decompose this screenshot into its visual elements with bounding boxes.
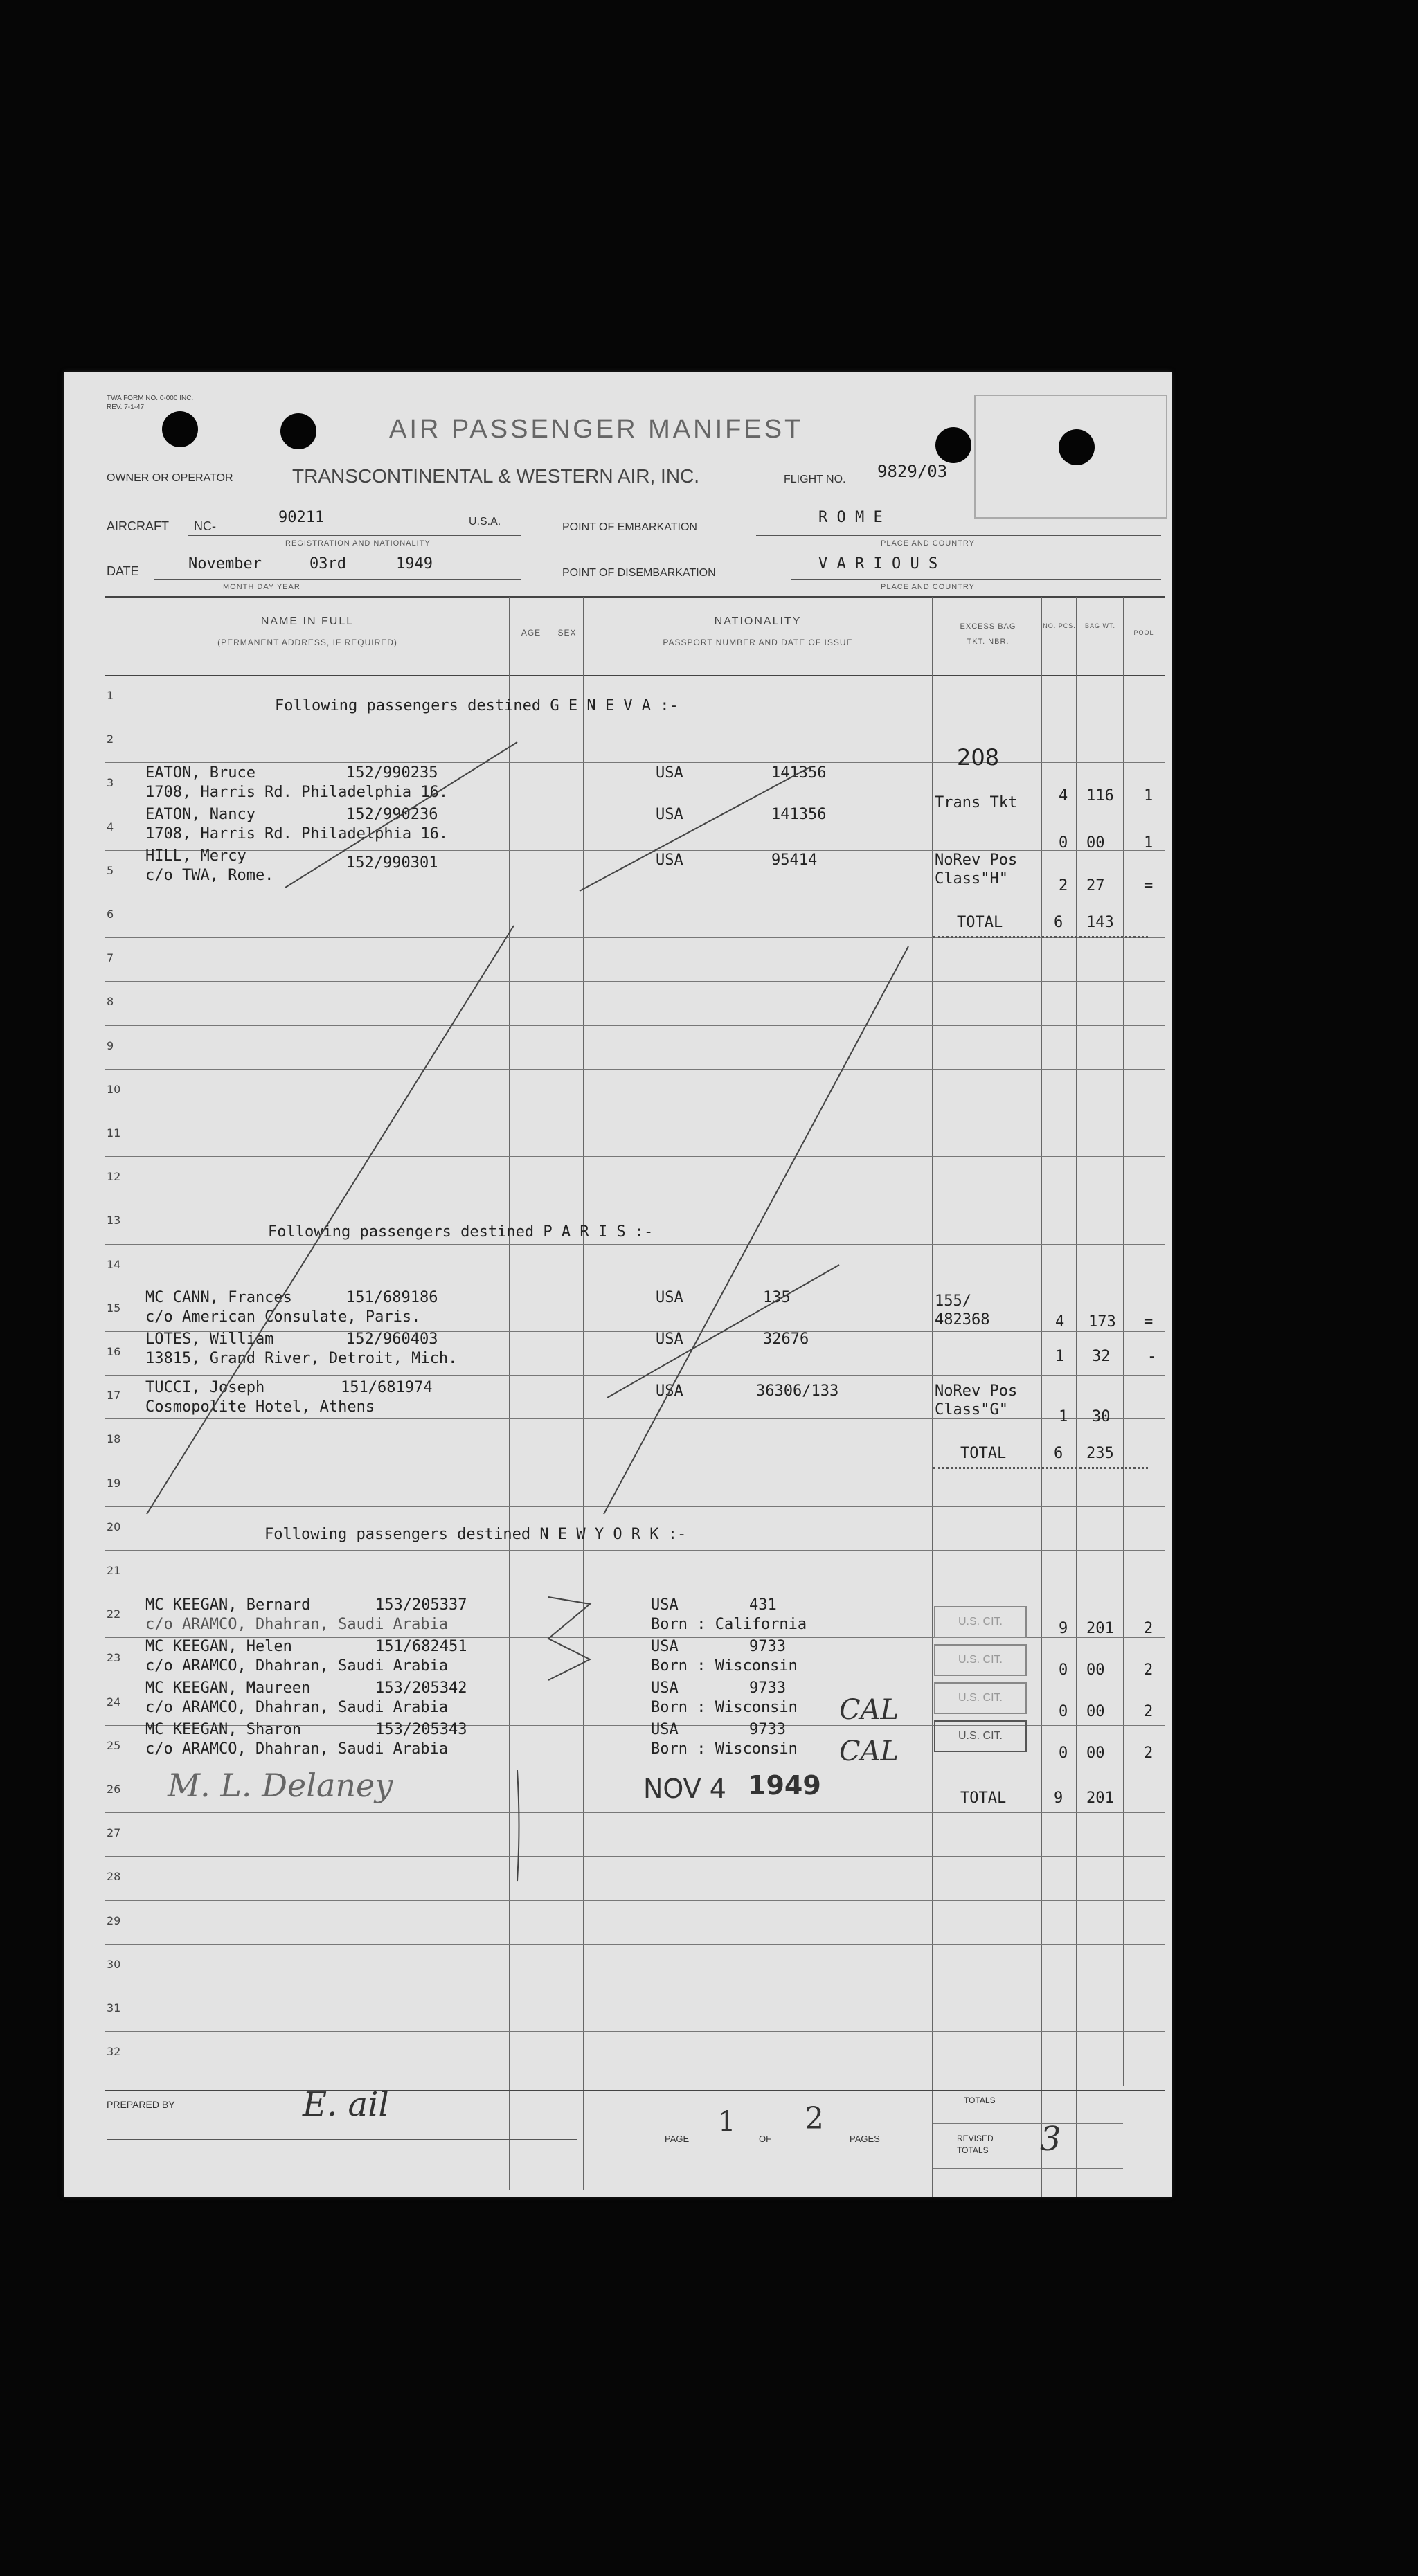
date-year: 1949 [396, 555, 433, 573]
bag-pcs: 9 [1059, 1620, 1068, 1637]
bag-wt: 173 [1088, 1313, 1116, 1331]
prepared-label: PREPARED BY [107, 2099, 175, 2110]
of-label: OF [759, 2134, 772, 2144]
total-pcs: 6 [1054, 914, 1064, 931]
prepared-signature: E. ail [303, 2085, 389, 2124]
passenger-passport: 9733 [749, 1638, 786, 1655]
norev-label: NoRev Pos [935, 852, 1018, 869]
bag-wt: 00 [1086, 1661, 1105, 1679]
col-name-sub: (PERMANENT ADDRESS, IF REQUIRED) [217, 638, 397, 647]
passenger-name: LOTES, William [145, 1331, 274, 1348]
bag-pool: 2 [1144, 1745, 1154, 1762]
date-month: November [188, 555, 262, 573]
passenger-address: c/o ARAMCO, Dhahran, Saudi Arabia [145, 1616, 449, 1633]
strike-line [604, 946, 908, 1514]
row-number: 15 [107, 1301, 121, 1315]
disembark-label: POINT OF DISEMBARKATION [562, 567, 716, 579]
row-number: 1 [107, 689, 114, 702]
passenger-name: MC KEEGAN, Maureen [145, 1679, 311, 1697]
manifest-sheet [64, 372, 1172, 2197]
passenger-ticket: 151/689186 [346, 1289, 438, 1306]
passenger-nationality: USA [651, 1638, 679, 1655]
row-number: 27 [107, 1826, 121, 1839]
col-sex-header: SEX [557, 628, 577, 638]
passenger-passport: 141356 [771, 806, 827, 823]
norev-label: NoRev Pos [935, 1382, 1018, 1400]
bag-pcs: 1 [1055, 1348, 1065, 1365]
geneva-bag-number: 208 [957, 744, 1000, 771]
excess-ticket: 482368 [935, 1311, 990, 1328]
us-citizen-stamp: U.S. CIT. [934, 1720, 1027, 1752]
us-citizen-stamp: U.S. CIT. [934, 1606, 1027, 1638]
trans-ticket: Trans Tkt [935, 794, 1018, 811]
row-number: 2 [107, 732, 114, 746]
passenger-ticket: 151/682451 [375, 1638, 467, 1655]
passenger-nationality: USA [651, 1721, 679, 1738]
passenger-name: MC KEEGAN, Sharon [145, 1721, 302, 1738]
section-paris: Following passengers destined P A R I S :- [268, 1223, 654, 1241]
flight-label: FLIGHT NO. [784, 474, 846, 485]
bag-pcs: 2 [1059, 877, 1068, 894]
row-number: 23 [107, 1651, 121, 1664]
total-label: TOTAL [960, 1445, 1007, 1462]
total-wt: 235 [1086, 1445, 1114, 1462]
passenger-address: c/o ARAMCO, Dhahran, Saudi Arabia [145, 1699, 449, 1716]
page-label: PAGE [665, 2134, 690, 2144]
bag-wt: 30 [1092, 1408, 1111, 1425]
passenger-name: HILL, Mercy [145, 847, 246, 865]
passenger-name: EATON, Nancy [145, 806, 255, 823]
passenger-address: c/o American Consulate, Paris. [145, 1308, 421, 1326]
row-number: 25 [107, 1739, 121, 1752]
passenger-passport: 9733 [749, 1721, 786, 1738]
total-label: TOTAL [957, 914, 1003, 931]
bracket-mark [517, 1770, 519, 1881]
passenger-name: TUCCI, Joseph [145, 1379, 265, 1396]
revised-number: 3 [1040, 2120, 1061, 2159]
total-pages: 2 [805, 2101, 824, 2136]
passenger-name: MC CANN, Frances [145, 1289, 292, 1306]
totals-label: TOTALS [964, 2096, 996, 2105]
passenger-passport: 95414 [771, 852, 818, 869]
col-wt-header: BAG WT. [1084, 622, 1115, 629]
embark-sub: PLACE AND COUNTRY [881, 539, 975, 548]
row-number: 10 [107, 1083, 121, 1096]
excess-ticket: 155/ [935, 1292, 971, 1310]
revised-totals-label: TOTALS [957, 2145, 989, 2155]
passenger-birthplace: Born : Wisconsin [651, 1740, 798, 1758]
row-number: 9 [107, 1039, 114, 1052]
passenger-ticket: 153/205342 [375, 1679, 467, 1697]
row-number: 32 [107, 2045, 121, 2058]
col-excess-header: EXCESS BAG [960, 622, 1016, 631]
col-excess-sub: TKT. NBR. [967, 638, 1009, 646]
aircraft-number: 90211 [278, 509, 325, 526]
us-citizen-stamp: U.S. CIT. [934, 1644, 1027, 1676]
strike-line [147, 926, 514, 1514]
pencil-strikes [64, 372, 1172, 2197]
passenger-ticket: 153/205337 [375, 1596, 467, 1614]
class-label: Class"H" [935, 870, 1008, 888]
passenger-birthplace: Born : Wisconsin [651, 1657, 798, 1675]
aircraft-country: U.S.A. [469, 516, 501, 528]
row-number: 18 [107, 1432, 121, 1445]
row-number: 21 [107, 1564, 121, 1577]
passenger-passport: 431 [749, 1596, 777, 1614]
date-sub: MONTH DAY YEAR [223, 583, 300, 591]
total-pcs: 9 [1054, 1790, 1064, 1807]
embark-value: R O M E [818, 509, 883, 526]
passenger-nationality: USA [656, 852, 683, 869]
bag-pcs: 0 [1059, 1703, 1068, 1720]
row-number: 13 [107, 1214, 121, 1227]
disembark-value: V A R I O U S [818, 555, 938, 573]
row-number: 24 [107, 1695, 121, 1709]
row-number: 11 [107, 1126, 121, 1140]
bag-pcs: 0 [1059, 1745, 1068, 1762]
col-pcs-header: NO. PCS. [1043, 622, 1076, 629]
passenger-ticket: 152/990236 [346, 806, 438, 823]
received-stamp-year: 1949 [748, 1770, 821, 1801]
passenger-nationality: USA [656, 806, 683, 823]
row-number: 29 [107, 1914, 121, 1927]
passenger-address: 13815, Grand River, Detroit, Mich. [145, 1350, 458, 1367]
aircraft-label: AIRCRAFT [107, 519, 169, 533]
row-number: 22 [107, 1607, 121, 1621]
bag-wt: 27 [1086, 877, 1105, 894]
col-age-header: AGE [521, 628, 541, 638]
strike-line [607, 1265, 839, 1398]
date-day: 03rd [309, 555, 346, 573]
passenger-passport: 9733 [749, 1679, 786, 1697]
revised-label: REVISED [957, 2134, 994, 2143]
passenger-name: EATON, Bruce [145, 764, 255, 782]
handwritten-cal: CAL [839, 1694, 899, 1726]
pages-label: PAGES [850, 2134, 880, 2144]
bag-pool: = [1144, 1313, 1154, 1331]
us-citizen-stamp: U.S. CIT. [934, 1682, 1027, 1714]
passenger-nationality: USA [656, 1331, 683, 1348]
embark-label: POINT OF EMBARKATION [562, 521, 697, 533]
bag-wt: 00 [1086, 1703, 1105, 1720]
row-number: 6 [107, 908, 114, 921]
bag-pool: - [1147, 1348, 1157, 1365]
passenger-address: c/o TWA, Rome. [145, 867, 274, 884]
passenger-passport: 141356 [771, 764, 827, 782]
class-label: Class"G" [935, 1401, 1008, 1418]
bag-pool: = [1144, 877, 1154, 894]
row-number: 20 [107, 1520, 121, 1533]
bag-pool: 2 [1144, 1703, 1154, 1720]
row-number: 17 [107, 1389, 121, 1402]
row-number: 12 [107, 1170, 121, 1183]
section-newyork: Following passengers destined N E W Y O R K :- [264, 1526, 687, 1543]
bag-pool: 1 [1144, 787, 1154, 804]
bag-pool: 2 [1144, 1620, 1154, 1637]
bag-pool: 2 [1144, 1661, 1154, 1679]
passenger-address: Cosmopolite Hotel, Athens [145, 1398, 375, 1416]
owner-value: TRANSCONTINENTAL & WESTERN AIR, INC. [292, 465, 700, 487]
passenger-nationality: USA [656, 1289, 683, 1306]
passenger-name: MC KEEGAN, Bernard [145, 1596, 311, 1614]
bag-pool: 1 [1144, 834, 1154, 852]
bag-pcs: 0 [1059, 834, 1068, 852]
passenger-nationality: USA [651, 1596, 679, 1614]
bag-wt: 116 [1086, 787, 1114, 804]
passenger-birthplace: Born : California [651, 1616, 807, 1633]
passenger-ticket: 151/681974 [341, 1379, 433, 1396]
aircraft-prefix: NC- [194, 519, 216, 533]
passenger-passport: 135 [763, 1289, 791, 1306]
form-id: TWA FORM NO. 0-000 INC. REV. 7-1-47 [107, 395, 194, 411]
passenger-passport: 36306/133 [756, 1382, 839, 1400]
passenger-ticket: 153/205343 [375, 1721, 467, 1738]
col-nationality-header: NATIONALITY [714, 615, 802, 627]
passenger-nationality: USA [656, 1382, 683, 1400]
strike-line [580, 766, 811, 891]
page-number: 1 [718, 2106, 736, 2138]
passenger-ticket: 152/990235 [346, 764, 438, 782]
section-geneva: Following passengers destined G E N E V A :- [275, 697, 679, 714]
total-pcs: 6 [1054, 1445, 1064, 1462]
passenger-name: MC KEEGAN, Helen [145, 1638, 292, 1655]
passenger-address: c/o ARAMCO, Dhahran, Saudi Arabia [145, 1657, 449, 1675]
row-number: 5 [107, 864, 114, 877]
total-label: TOTAL [960, 1790, 1007, 1807]
row-number: 3 [107, 776, 114, 789]
passenger-address: 1708, Harris Rd. Philadelphia 16. [145, 784, 449, 801]
passenger-passport: 32676 [763, 1331, 809, 1348]
flight-number: 9829/03 [877, 462, 948, 481]
col-nationality-sub: PASSPORT NUMBER AND DATE OF ISSUE [663, 638, 853, 647]
passenger-ticket: 152/960403 [346, 1331, 438, 1348]
total-wt: 201 [1086, 1790, 1114, 1807]
row-number: 31 [107, 2001, 121, 2015]
bracket-mark [548, 1597, 590, 1680]
bag-wt: 00 [1086, 1745, 1105, 1762]
passenger-birthplace: Born : Wisconsin [651, 1699, 798, 1716]
bag-pcs: 0 [1059, 1661, 1068, 1679]
col-pool-header: POOL [1133, 629, 1154, 636]
row-number: 26 [107, 1783, 121, 1796]
row-number: 28 [107, 1870, 121, 1883]
registration-note: REGISTRATION AND NATIONALITY [285, 539, 431, 548]
bag-wt: 32 [1092, 1348, 1111, 1365]
bag-wt: 201 [1086, 1620, 1114, 1637]
total-wt: 143 [1086, 914, 1114, 931]
row-number: 8 [107, 995, 114, 1008]
disembark-sub: PLACE AND COUNTRY [881, 583, 975, 591]
col-name-header: NAME IN FULL [260, 615, 354, 627]
strike-line [285, 742, 517, 888]
row-number: 7 [107, 951, 114, 964]
page-title: AIR PASSENGER MANIFEST [389, 415, 804, 444]
received-stamp-date: NOV 4 [643, 1774, 726, 1804]
owner-label: OWNER OR OPERATOR [107, 472, 233, 484]
passenger-address: c/o ARAMCO, Dhahran, Saudi Arabia [145, 1740, 449, 1758]
bag-pcs: 1 [1059, 1408, 1068, 1425]
bag-pcs: 4 [1055, 1313, 1065, 1331]
row-number: 14 [107, 1258, 121, 1271]
signature: M. L. Delaney [168, 1767, 393, 1804]
bag-pcs: 4 [1059, 787, 1068, 804]
passenger-nationality: USA [656, 764, 683, 782]
row-number: 19 [107, 1477, 121, 1490]
row-number: 4 [107, 820, 114, 834]
row-number: 30 [107, 1958, 121, 1971]
date-label: DATE [107, 564, 139, 578]
bag-wt: 00 [1086, 834, 1105, 852]
passenger-ticket: 152/990301 [346, 854, 438, 872]
row-number: 16 [107, 1345, 121, 1358]
handwritten-cal: CAL [839, 1736, 899, 1767]
passenger-nationality: USA [651, 1679, 679, 1697]
passenger-address: 1708, Harris Rd. Philadelphia 16. [145, 825, 449, 843]
